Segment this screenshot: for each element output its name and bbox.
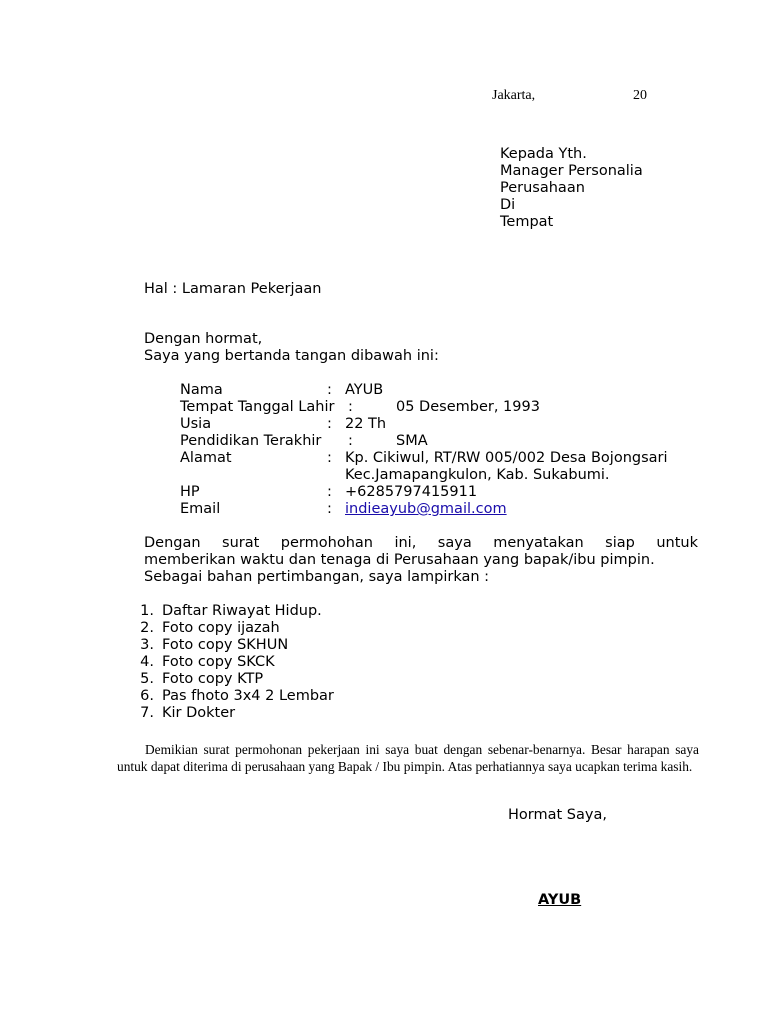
separator: : xyxy=(327,501,332,517)
value-education: SMA xyxy=(396,433,428,449)
separator: : xyxy=(327,484,332,500)
separator: : xyxy=(348,433,353,449)
label-phone: HP xyxy=(180,484,200,500)
list-text: Foto copy ijazah xyxy=(162,620,280,636)
statement-line: Sebagai bahan pertimbangan, saya lampirkan : xyxy=(144,569,490,585)
statement-line: memberikan waktu dan tenaga di Perusahaan yang bapak/ibu pimpin. xyxy=(144,552,655,568)
value-age: 22 Th xyxy=(345,416,387,432)
list-number: 5. xyxy=(140,671,154,687)
recipient-line: Kepada Yth. xyxy=(500,146,587,162)
separator: : xyxy=(348,399,353,415)
list-text: Pas fhoto 3x4 2 Lembar xyxy=(162,688,334,704)
label-education: Pendidikan Terakhir xyxy=(180,433,322,449)
list-number: 4. xyxy=(140,654,154,670)
list-text: Daftar Riwayat Hidup. xyxy=(162,603,322,619)
list-text: Foto copy SKHUN xyxy=(162,637,289,653)
intro-line: Saya yang bertanda tangan dibawah ini: xyxy=(144,348,439,364)
statement-line: Dengan surat permohohan ini, saya menyatakan siap untuk xyxy=(144,535,698,551)
separator: : xyxy=(327,416,332,432)
label-age: Usia xyxy=(180,416,212,432)
recipient-line: Manager Personalia xyxy=(500,163,643,179)
closing-paragraph xyxy=(117,741,699,775)
label-address: Alamat xyxy=(180,450,232,466)
recipient-line: Tempat xyxy=(500,214,554,230)
date-line xyxy=(492,88,662,106)
value-birth: 05 Desember, 1993 xyxy=(396,399,540,415)
list-text: Kir Dokter xyxy=(162,705,236,721)
list-number: 1. xyxy=(140,603,154,619)
label-email: Email xyxy=(180,501,221,517)
value-name: AYUB xyxy=(345,382,384,398)
list-number: 6. xyxy=(140,688,154,704)
value-address-line1: Kp. Cikiwul, RT/RW 005/002 Desa Bojongsari xyxy=(345,450,668,466)
separator: : xyxy=(327,382,332,398)
regards-line: Hormat Saya, xyxy=(508,807,607,823)
opening-block xyxy=(144,331,439,365)
list-number: 2. xyxy=(140,620,154,636)
closing-text: Demikian surat permohonan pekerjaan ini saya buat dengan sebenar-benarnya. Besar harapan saya untuk dapat diterima di perusahaan yang Bapak / Ibu pimpin. Atas perhatiannya saya ucapkan terima kasih. xyxy=(117,742,699,774)
greeting: Dengan hormat, xyxy=(144,331,263,347)
label-birth: Tempat Tanggal Lahir xyxy=(180,399,335,415)
recipient-block xyxy=(500,146,643,231)
date-city: Jakarta, xyxy=(492,88,536,103)
letter-subject: Hal : Lamaran Pekerjaan xyxy=(144,281,322,297)
list-number: 3. xyxy=(140,637,154,653)
value-phone: +6285797415911 xyxy=(345,484,478,500)
label-name: Nama xyxy=(180,382,223,398)
recipient-line: Di xyxy=(500,197,516,213)
recipient-line: Perusahaan xyxy=(500,180,585,196)
date-year: 20 xyxy=(633,88,647,103)
separator: : xyxy=(327,450,332,466)
value-address-line2: Kec.Jamapangkulon, Kab. Sukabumi. xyxy=(345,467,610,483)
signature-name: AYUB xyxy=(538,892,582,908)
list-text: Foto copy KTP xyxy=(162,671,264,687)
email-link[interactable]: indieayub@gmail.com xyxy=(345,501,507,517)
statement-block xyxy=(144,535,698,586)
list-text: Foto copy SKCK xyxy=(162,654,275,670)
list-number: 7. xyxy=(140,705,154,721)
